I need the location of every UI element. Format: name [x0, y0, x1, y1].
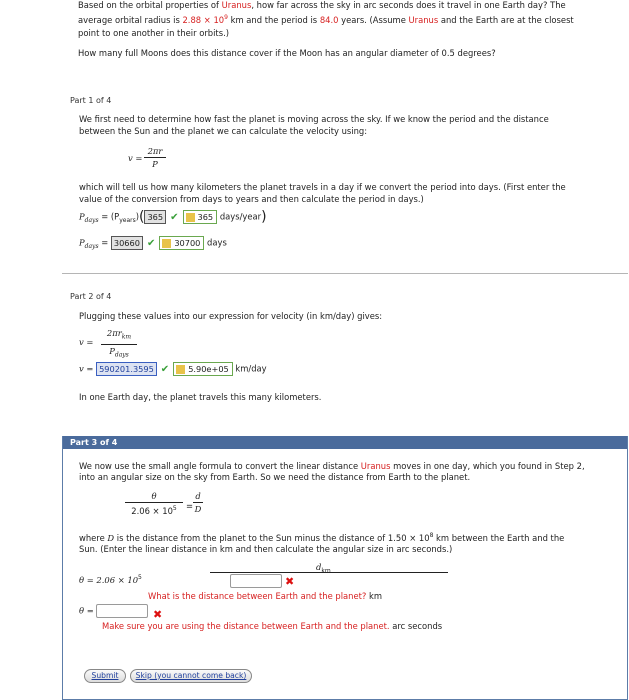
small-angle-equals: =	[186, 501, 194, 511]
part3-text-4: Sun. (Enter the linear distance in km and then calculate the angular size in arc seconds.)	[79, 544, 453, 554]
earth-planet-distance-input[interactable]	[230, 574, 282, 588]
part2-header: Part 2 of 4	[70, 292, 112, 301]
check-icon: ✔	[170, 211, 179, 223]
check-icon: ✔	[146, 237, 156, 249]
period-value: 84.0	[319, 14, 339, 25]
part3-hint-1: What is the distance between Earth and the planet? km	[148, 591, 383, 601]
part3-equation-2: θ =	[79, 604, 148, 618]
pencil-icon	[176, 365, 185, 374]
part1-text-2: between the Sun and the planet we can calculate the velocity using:	[79, 126, 368, 136]
part3-equation-1-lhs: $\theta = 2.06 \times 10^5$	[79, 574, 142, 585]
part1-text-3: which will tell us how many kilometers the planet travels in a day if we convert the period into days. (First enter the	[79, 182, 566, 192]
part1-equation-2: $P_{days} = 30660$ ✔ 30700 days	[79, 237, 227, 251]
part2-formula-lhs: v =	[79, 337, 94, 347]
part2-text-1: Plugging these values into our expression for velocity (in km/day) gives:	[79, 311, 383, 321]
small-angle-right-fraction: d D	[194, 491, 202, 514]
x-icon: ✖	[285, 574, 295, 588]
part3-header: Part 3 of 4	[70, 438, 118, 447]
conversion-answer-field[interactable]: 365	[183, 210, 218, 224]
velocity-answer-field[interactable]: 5.90e+05	[173, 362, 233, 376]
part3-text-3: where D is the distance from the planet to the Sun minus the distance of $1.50 \times 10^8$ km between the Earth and the	[79, 532, 565, 543]
part2-text-2: In one Earth day, the planet travels this many kilometers.	[79, 392, 322, 402]
part3-x-icon-2-wrap	[153, 608, 162, 621]
part1-formula-fraction: 2πr P	[144, 146, 166, 169]
part3-hint-2: Make sure you are using the distance between Earth and the planet. arc seconds	[102, 621, 443, 631]
part2-equation: v = 590201.3595 ✔ 5.90e+05 km/day	[79, 363, 267, 375]
part1-text-1: We first need to determine how fast the planet is moving across the sky. If we know the period and the distance	[79, 114, 549, 124]
pencil-icon	[162, 239, 171, 248]
part3-eq1-fraction-bar	[210, 572, 448, 573]
part1-formula-lhs: v =	[128, 153, 143, 163]
velocity-given-value: 590201.3595	[96, 362, 157, 376]
separator-1	[62, 273, 628, 274]
radius-value: $2.88 \times 10^9$	[182, 14, 228, 25]
skip-button[interactable]: Skip (you cannot come back)	[130, 669, 252, 683]
question-line-3: point to one another in their orbits.)	[78, 28, 230, 38]
period-days-answer-field[interactable]: 30700	[159, 236, 204, 250]
period-days-given-value: 30660	[111, 236, 143, 250]
angular-size-input[interactable]	[96, 604, 148, 618]
question-line-4: How many full Moons does this distance cover if the Moon has an angular diameter of 0.5 degrees?	[78, 48, 496, 58]
part3-eq1-numerator: d	[316, 562, 322, 572]
submit-button[interactable]: Submit	[84, 669, 126, 683]
problem-page	[62, 0, 628, 700]
part1-text-4: value of the conversion from days to years and then calculate the period in days.)	[79, 194, 424, 204]
conversion-given-value: 365	[144, 210, 166, 224]
part1-header: Part 1 of 4	[70, 96, 112, 105]
small-angle-left-fraction: θ $2.06 \times 10^5$	[125, 491, 183, 516]
part3-eq1-denominator	[230, 574, 294, 588]
part2-formula-fraction: $2\pi r_{km}$ $P_{days}$	[101, 328, 137, 360]
pencil-icon	[186, 213, 195, 222]
part3-text-1: We now use the small angle formula to convert the linear distance Uranus moves in one day, which you found in Step 2,	[79, 461, 585, 471]
planet-name: Uranus	[221, 0, 252, 10]
check-icon: ✔	[160, 363, 170, 375]
part1-equation-1: $P_{days} = (P_{years})$( 365 ✔ 365 days/year)	[79, 209, 267, 225]
x-icon: ✖	[153, 608, 163, 621]
question-line-1: Based on the orbital properties of Uranus, how far across the sky in arc seconds does it travel in one Earth day? The	[78, 0, 566, 10]
part3-text-2: into an angular size on the sky from Earth. So we need the distance from Earth to the planet.	[79, 472, 471, 482]
question-line-2: average orbital radius is $2.88 \times 10^9$ km and the period is 84.0 years. (Assume Uranus and the Earth are at the closest	[78, 14, 574, 25]
